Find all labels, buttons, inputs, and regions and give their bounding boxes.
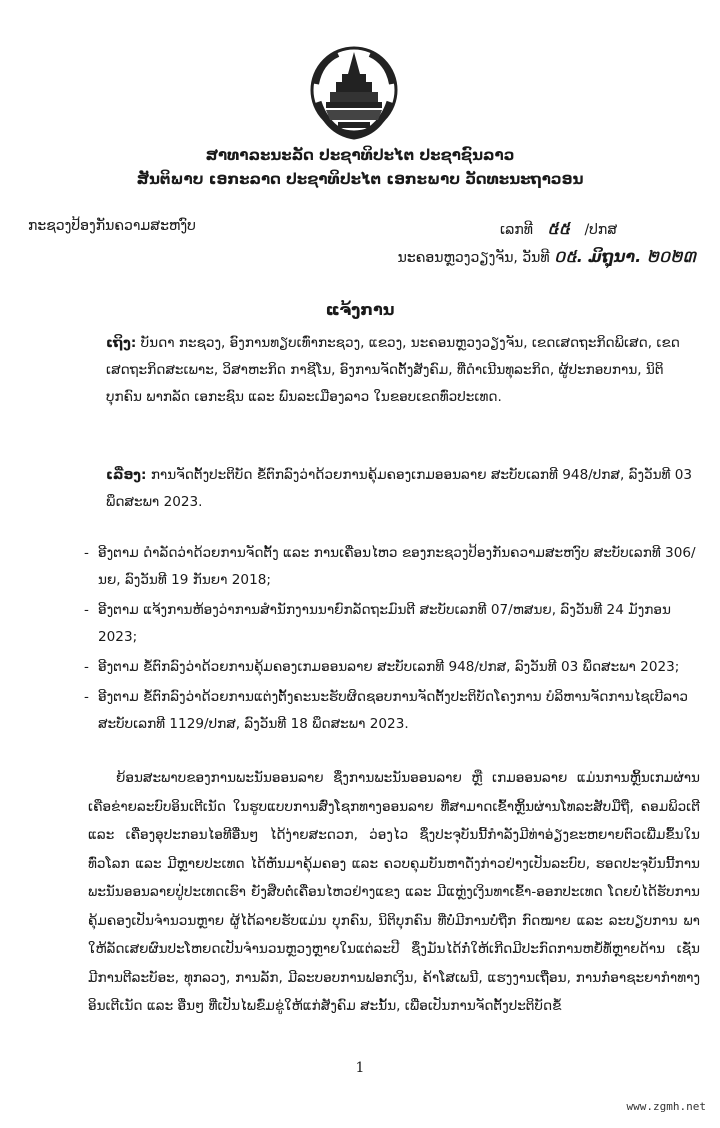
subject-label: ເລື່ອງ: [106,467,147,483]
reference-item: - ອີງຕາມ ແຈ້ງການຫ້ອງວ່າການສຳນັກງານນາຍົກລັດຖະມົນຕີ ສະບັບເລກທີ 07/ຫສນຍ, ລົງວັນທີ 24 ມັງກອນ 2023; [88,597,698,651]
number-label: ເລກທີ [500,222,533,238]
document-number [500,218,617,242]
subject [106,462,696,516]
references-list [88,540,698,741]
body-paragraph: ຍ້ອນສະພາບຂອງການພະນັນອອນລາຍ ຊຶ່ງການພະນັນອອນລາຍ ຫຼື ເກມອອນລາຍ ແມ່ນການຫຼິ້ນເກມຜ່ານເຄືອຂ່າຍລະບົບອິນເຕີເນັດ ໃນຮູບແບບການສົ່ງໂຊກທາງອອນລາຍ ທີ່ສາມາດເຂົ້າຫຼິ້ນຜ່ານໂທລະສັບມືຖື, ຄອມພິວເຕີ ແລະ ເຄື່ອງອຸປະກອນໄອທີອື່ນໆ ໄດ້ງ່າຍສະດວກ, ວ່ອງໄວ ຊຶ່ງປະຈຸບັນນີ້ກຳລັງມີທ່າອ່ຽງຂະຫຍາຍຕົວເພີ່ມຂຶ້ນໃນທົ່ວໂລກ ແລະ ມີຫຼາຍປະເທດ ໄດ້ຫັນມາຄຸ້ມຄອງ ແລະ ຄວບຄຸມບັນຫາດັ່ງກ່າວຢ່າງເປັນລະບົບ, ຮອດປະຈຸບັນນີ້ການພະນັນອອນລາຍປູ່ປະເທດເຮົາ ຍັງສືບຕໍ່ເຄື່ອນໄຫວຢ່າງແຂງ ແລະ ມີແຫຼ່ງເງິນທາເຂົ້າ-ອອກປະເທດ ໂດຍບໍ່ໄດ້ຮັບການຄຸ້ມຄອງເປັນຈຳນວນຫຼາຍ ຜູ້ໄດ້ລາຍຮັບແມ່ນ ບຸກຄົນ, ນິຕິບຸກຄົນ ທີ່ບໍ່ມີການບໍ່ຖືກ ກົດໝາຍ ແລະ ລະບຽບການ ພາໃຫ້ລັດເສຍຜົນປະໂຫຍດເປັນຈຳນວນຫຼວງຫຼາຍໃນແຕ່ລະປີ ຊຶ່ງມັນໄດ້ກໍ່ໃຫ້ເກີດມີປະກົດການຫຍໍ້ທໍ້ຫຼາຍດ້ານ ເຊັ່ນ ມີການຕີລະບັອະ, ທຸກລວງ, ການລັກ, ມີລະບອບການຟອກເງິນ, ຄ້າໂສເພນີ, ແຮງງານເຖື່ອນ, ການກໍ່ອາຊະຍາກຳທາງອິນເຕີເນັດ ແລະ ອື່ນໆ ທີ່ເປັນໄພຂົ່ມຂູ່ໃຫ້ແກ່ສັງຄົມ ສະນັ້ນ, ເພື່ອເປັນການຈັດຕັ້ງປະຕິບັດຂໍ້ [88,770,700,1014]
document-title: ແຈ້ງການ [325,300,395,319]
reference-item: - ອີງຕາມ ຂໍ້ຕົກລົງວ່າດ້ວຍການຄຸ້ມຄອງເກມອອນລາຍ ສະບັບເລກທີ 948/ປກສ, ລົງວັນທີ 03 ພຶດສະພາ 2023; [88,654,698,681]
page-number: 1 [355,1060,365,1076]
recipients [106,330,696,411]
national-motto: ສັນຕິພາບ ເອກະລາດ ປະຊາທິປະໄຕ ເອກະພາບ ວັດທະນະຖາວອນ [136,170,584,188]
watermark: www.zgmh.net [626,1100,706,1113]
reference-item: - ອີງຕາມ ຂໍ້ຕົກລົງວ່າດ້ວຍການແຕ່ງຕັ້ງຄະນະຮັບຜິດຊອບການຈັດຕັ້ງປະຕິບັດໂຄງການ ບໍລິຫານຈັດການໄຊເບີລາວ ສະບັບເລກທີ 1129/ປກສ, ລົງວັນທີ 18 ພຶດສະພາ 2023. [88,684,698,738]
recipients-text: ບັນດາ ກະຊວງ, ອົງການທຽບເທົ່າກະຊວງ, ແຂວງ, ນະຄອນຫຼວງວຽງຈັນ, ເຂດເສດຖະກິດພິເສດ, ເຂດເສດຖະກິດສະເພາະ, ວິສາຫະກິດ ກາຊີໂນ, ອົງການຈັດຕັ້ງສັງຄົມ, ທີ່ດຳເນີນທຸລະກິດ, ຜູ້ປະກອບການ, ນິຕິບຸກຄົນ ພາກລັດ ເອກະຊົນ ແລະ ພົນລະເມືອງລາວ ໃນຂອບເຂດທົ່ວປະເທດ. [106,335,680,405]
national-emblem-icon [308,44,400,140]
country-name: ສາທາລະນະລັດ ປະຊາທິປະໄຕ ປະຊາຊົນລາວ [205,146,515,164]
date-value: ០៥. ມິຖຸນາ. ២០២៣ [554,247,696,266]
recipients-label: ເຖິງ: [106,335,137,351]
number-suffix: /ປກສ [584,222,618,238]
subject-text: ການຈັດຕັ້ງປະຕິບັດ ຂໍ້ຕົກລົງວ່າດ້ວຍການຄຸ້ມຄອງເກມອອນລາຍ ສະບັບເລກທີ 948/ປກສ, ລົງວັນທີ 03 ພຶດສະພາ 2023. [106,467,693,510]
document-date [398,246,696,270]
reference-item: - ອີງຕາມ ດຳລັດວ່າດ້ວຍການຈັດຕັ້ງ ແລະ ການເຄື່ອນໄຫວ ຂອງກະຊວງປ້ອງກັນຄວາມສະຫງົບ ສະບັບເລກທີ 306/ນຍ, ລົງວັນທີ 19 ກັນຍາ 2018; [88,540,698,594]
date-prefix: ນະຄອນຫຼວງວຽງຈັນ, ວັນທີ [397,250,550,266]
number-value: ៥៥ [547,219,571,238]
issuing-ministry: ກະຊວງປ້ອງກັນຄວາມສະຫງົບ [28,218,196,234]
